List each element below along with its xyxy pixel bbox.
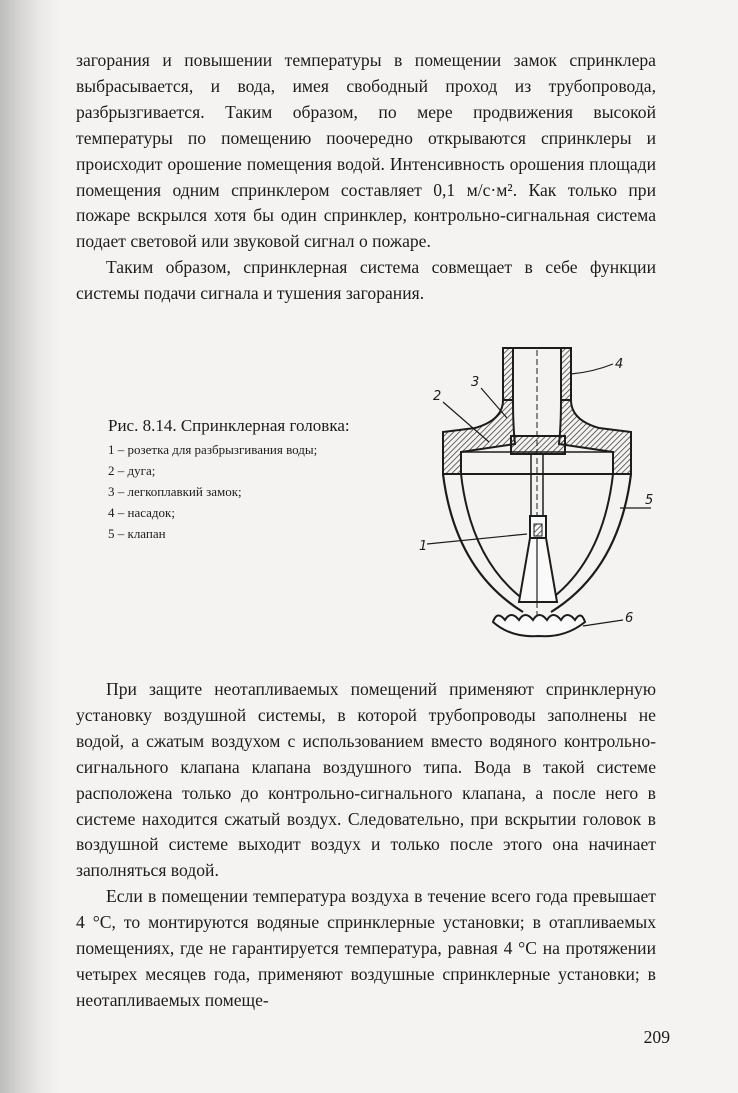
legend-item: 5 – клапан [108,526,166,541]
page-number: 209 [643,1027,670,1047]
paragraph: Таким образом, спринклерная система совмещает в себе функции системы подачи сигнала и тушения загорания. [76,257,656,304]
callout-2: 2 [433,389,442,404]
caption-title: Рис. 8.14. Спринклерная головка: [108,416,350,435]
nozzle-neck [503,348,513,400]
nozzle-neck-right [561,348,571,400]
caption-legend [108,439,368,544]
callout-3: 3 [471,375,480,390]
callout-5: 5 [645,493,654,508]
callout-6: 6 [625,611,634,626]
text-block-top [76,48,656,307]
deflector-cone [519,538,557,602]
sprinkler-head-drawing [415,340,660,660]
paragraph: загорания и повышении температуры в помещении замок спринклера выбрасывается, и вода, имея свободный проход из трубопровода, разбрызгивается. Таким образом, по мере продвижения высокой температуры по помещению поочередно открываются спринклеры и происходит орошение помещения водой. Интенсивность орошения площади помещения одним спринклером составляет 0,1 м/с·м². Как только при пожаре вскрылся хотя бы один спринклер, контрольно-сигнальная система подает световой или звуковой сигнал о пожаре. [76,50,656,252]
arm-inner-right [547,474,613,602]
arm-inner-left [461,474,527,602]
figure-caption [108,414,368,544]
body-shoulder-right [559,400,631,474]
page-binding-shadow [0,0,60,1093]
rosette [493,615,585,636]
paragraph: Если в помещении температура воздуха в течение всего года превышает 4 °С, то монтируются водяные спринклерные установки; в отапливаемых помещениях, где не гарантируется температура, равная 4 °С на протяжении четырех месяцев года, применяют воздушные спринклерные установки; в неотапливаемых помеще- [76,886,656,1010]
legend-item: 1 – розетка для разбрызгивания воды; [108,442,318,457]
legend-item: 2 – дуга; [108,463,156,478]
arm-outer-left [443,474,523,612]
callout-1: 1 [419,539,428,554]
paragraph: При защите неотапливаемых помещений применяют спринклерную установку воздушной системы, в которой трубопроводы заполнены не водой, а сжатым воздухом с использованием вместо водяного контрольно-сигнального клапана клапана воздушного типа. Вода в такой системе расположена только до контрольно-сигнального клапана, а после него в системе находится сжатый воздух. Следовательно, при вскрытии головок в воздушной системе выходит воздух и только после этого она начинает заполняться водой. [76,679,656,881]
sprinkler-diagram [415,340,660,660]
legend-item: 3 – легкоплавкий замок; [108,484,242,499]
text-block-bottom [76,677,656,1014]
legend-item: 4 – насадок; [108,505,175,520]
arm-outer-right [551,474,631,612]
callout-4: 4 [615,357,624,372]
